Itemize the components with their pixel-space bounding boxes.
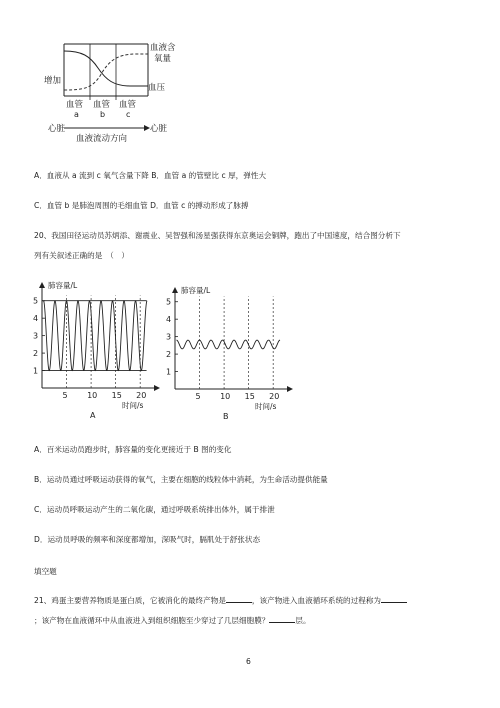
q20-option-d: D．运动员呼吸的频率和深度都增加，深吸气时，膈肌处于舒张状态	[34, 535, 261, 544]
x-tick-label: 15	[111, 391, 122, 400]
y-tick-label: 4	[33, 314, 39, 324]
q21-line2	[34, 614, 311, 626]
q21-line1	[34, 594, 407, 606]
q19-options-line1: A．血液从 a 流到 c 氧气含量下降 B．血管 a 的管壁比 c 厚，弹性大	[34, 171, 267, 180]
q19-options-line2: C．血管 b 是肺泡周围的毛细血管 D．血管 c 的搏动形成了脉搏	[34, 201, 249, 210]
y-tick-label: 4	[166, 315, 172, 325]
x-tick-label: 20	[269, 392, 280, 401]
blood-flow-diagram	[40, 38, 200, 148]
y-tick-label: 2	[33, 349, 39, 359]
y-tick-label: 1	[33, 366, 39, 376]
vessel-c-letter: c	[126, 110, 131, 119]
heart-right-label: 心脏	[150, 124, 168, 134]
panel-label: A	[90, 411, 96, 420]
x-axis-arrow	[154, 385, 160, 391]
x-tick-label: 10	[220, 392, 231, 401]
y-tick-label: 2	[166, 350, 172, 360]
lung-volume-chart-a	[30, 280, 160, 425]
oxygen-curve	[64, 54, 148, 90]
heart-left-label: 心脏	[48, 124, 66, 134]
q21-blank-2[interactable]	[381, 594, 407, 603]
lung-volume-chart-b	[165, 285, 295, 425]
lung-volume-series	[43, 301, 147, 371]
q20-option-c: C．运动员呼吸运动产生的二氧化碳，通过呼吸系统排出体外，属于排泄	[34, 505, 275, 514]
vessel-a-letter: a	[74, 110, 79, 119]
lung-volume-series	[176, 340, 280, 349]
q21-part1: 21、鸡蛋主要营养物质是蛋白质，它被消化的最终产物是	[34, 596, 226, 605]
x-tick-label: 20	[136, 391, 147, 400]
y-axis-label: 肺容量/L	[181, 286, 211, 295]
q20-stem-line2: 列有关叙述正确的是 （ ）	[34, 251, 129, 260]
x-tick-label: 5	[195, 392, 201, 401]
q20-stem-line1: 20、我国田径运动员苏炳添、谢震业、吴智强和汤星强获得东京奥运会铜牌，跑出了中国速度，结合图分析下	[34, 231, 401, 240]
q20-option-b: B．运动员通过呼吸运动获得的氧气，主要在细胞的线粒体中消耗，为生命活动提供能量	[34, 475, 328, 484]
y-tick-label: 1	[166, 367, 172, 377]
section-title: 填空题	[34, 567, 57, 576]
panel-label: B	[223, 412, 229, 421]
y-tick-label: 3	[33, 331, 39, 341]
oxygen-label-2: 氧量	[154, 54, 172, 64]
q20-option-a: A．百米运动员跑步时，肺容量的变化更接近于 B 图的变化	[34, 445, 232, 454]
vessel-b-label: 血管	[93, 100, 111, 110]
increase-label: 增加	[44, 76, 62, 86]
vessel-c-label: 血管	[119, 100, 137, 110]
page-number: 6	[246, 657, 251, 666]
x-tick-label: 5	[62, 391, 68, 400]
q21-part4: 层。	[295, 616, 311, 625]
x-axis-label: 时间/s	[255, 402, 277, 411]
q21-part2: ，该产物进入血液循环系统的过程称为	[251, 596, 382, 605]
y-axis-arrow	[39, 282, 45, 288]
y-axis-label: 肺容量/L	[48, 281, 78, 290]
x-axis-label: 时间/s	[122, 401, 144, 410]
x-axis-arrow	[287, 386, 293, 392]
pressure-curve	[64, 51, 148, 86]
y-axis-arrow	[172, 287, 178, 293]
q21-part3: ；该产物在血液循环中从血液进入到组织细胞至少穿过了几层细胞膜？	[34, 616, 270, 625]
oxygen-label-1: 血液含	[150, 43, 176, 53]
pressure-label: 血压	[148, 83, 166, 93]
q21-blank-3[interactable]	[269, 614, 295, 623]
vessel-b-letter: b	[100, 110, 106, 119]
y-tick-label: 5	[33, 296, 39, 306]
q21-blank-1[interactable]	[226, 594, 252, 603]
x-tick-label: 10	[87, 391, 98, 400]
vessel-a-label: 血管	[66, 100, 84, 110]
y-tick-label: 3	[166, 332, 172, 342]
flow-direction-label: 血液流动方向	[76, 134, 128, 144]
x-tick-label: 15	[244, 392, 255, 401]
y-tick-label: 5	[166, 297, 172, 307]
